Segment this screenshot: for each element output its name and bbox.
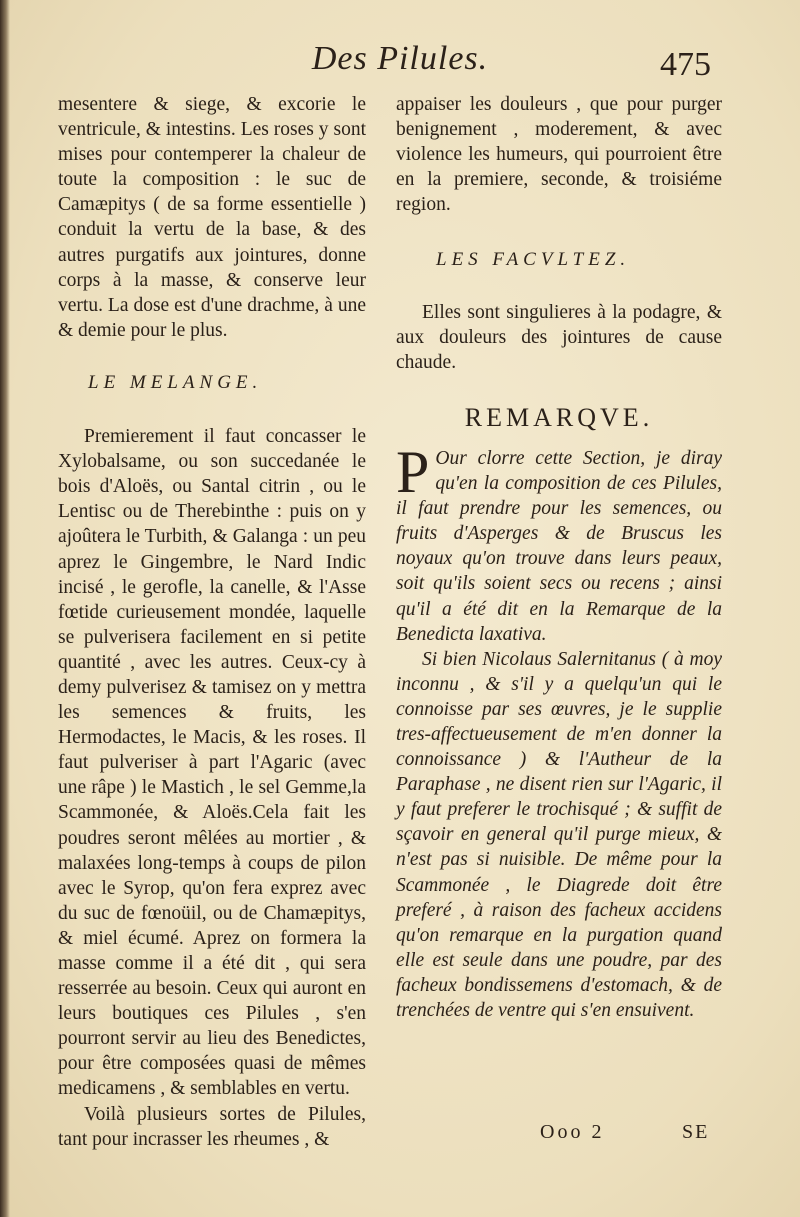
page-binding-edge	[0, 0, 10, 1217]
section-heading-melange: LE MELANGE.	[88, 371, 263, 393]
right-paragraph-2: Elles sont singulieres à la podagre, & aux douleurs des jointures de cause chaude.	[396, 301, 722, 373]
section-heading-facultez: LES FACVLTEZ.	[436, 249, 631, 271]
remark-paragraph-1	[396, 438, 722, 647]
remark-paragraph-2: Si bien Nicolaus Salernitanus ( à moy inconnu , & s'il y a quelqu'un qui le connoisse par ses œuvres, je le supplie tres-affectueusement de m'en donner la connoissance ) & l'Autheur de la Paraphase , ne disent rien sur l'Agaric, il y faut preferer le trochisqué ; & suffit de sçavoir en general qu'il purge mieux, & n'est pas si nuisible. De même pour la Scammonée , le Diagrede doit être preferé , à raison des facheux accidens qu'on remarque en la purgation quand elle est seule dans une poudre, par des facheux bondissemens d'estomach, & de trenchées de ventre qui s'en ensuivent.	[396, 648, 722, 1021]
signature-mark: Ooo 2	[540, 1121, 605, 1143]
running-title: Des Pilules.	[311, 40, 489, 77]
remarque-heading: REMARQVE.	[464, 402, 654, 432]
left-paragraph-3: Voilà plusieurs sortes de Pilules, tant pour incrasser les rheumes , &	[58, 1103, 366, 1150]
right-paragraph-1: appaiser les douleurs , que pour purger benignement , moderement, & avec violence les humeurs, qui pourroient être en la premiere, seconde, & troisiéme region.	[396, 94, 722, 216]
left-column	[58, 92, 366, 1152]
left-paragraph-2: Premierement il faut concasser le Xylobalsame, ou son succedanée le bois d'Aloës, ou Santal citrin , ou le Lentisc ou de Therebinthe : puis on y ajoûtera le Turbith, & Galanga : un peu aprez le Gingembre, le Nard Indic incisé , le gerofle, la canelle, & l'Asse fœtide curieusement mondée, laquelle se pulverisera facilement en si petite quantité , avec les autres. Ceux-cy à demy pulverisez & tamisez on y mettra les semences & fruits, les Hermodactes, le Macis, & les roses. Il faut pulveriser à part l'Agaric (avec une râpe ) le Mastich , le sel Gemme,la Scammonée, & Aloës.Cela fait les poudres seront mêlées au mortier , & malaxées long-temps à coups de pilon avec le Syrop, qu'on fera exprez avec du suc de fœnoüil, ou de Chamæpitys, & miel écumé. Aprez on formera la masse comme il a été dit , qui sera resserrée au besoin. Ceux qui auront en leurs boutiques ces Pilules , s'en pourront servir au lieu des Benedictes, pour être composées quasi de mêmes medicamens , & semblables en vertu.	[58, 426, 366, 1100]
remark-text-1: Our clorre cette Section, je diray qu'en la composition de ces Pilules, il faut prendre pour les semences, ou fruits d'Asperges & de Bruscus les noyaux qu'on trouve dans leurs peaux, soit qu'ils soient secs ou recens ; ainsi qu'il a été dit en la Remarque de la Benedicta laxativa.	[396, 447, 722, 645]
page-number: 475	[660, 46, 711, 83]
drop-cap: P	[396, 438, 430, 505]
right-column	[396, 92, 722, 1023]
left-paragraph-1: mesentere & siege, & excorie le ventricule, & intestins. Les roses y sont mises pour contemperer la chaleur de toute la composition : le suc de Camæpitys ( de sa forme essentielle ) conduit la vertu de la base, & des autres purgatifs aux jointures, donne corps à la masse, & conserve leur vertu. La dose est d'une drachme, à une & demie pour le plus.	[58, 94, 366, 341]
catchword: SE	[682, 1121, 710, 1143]
